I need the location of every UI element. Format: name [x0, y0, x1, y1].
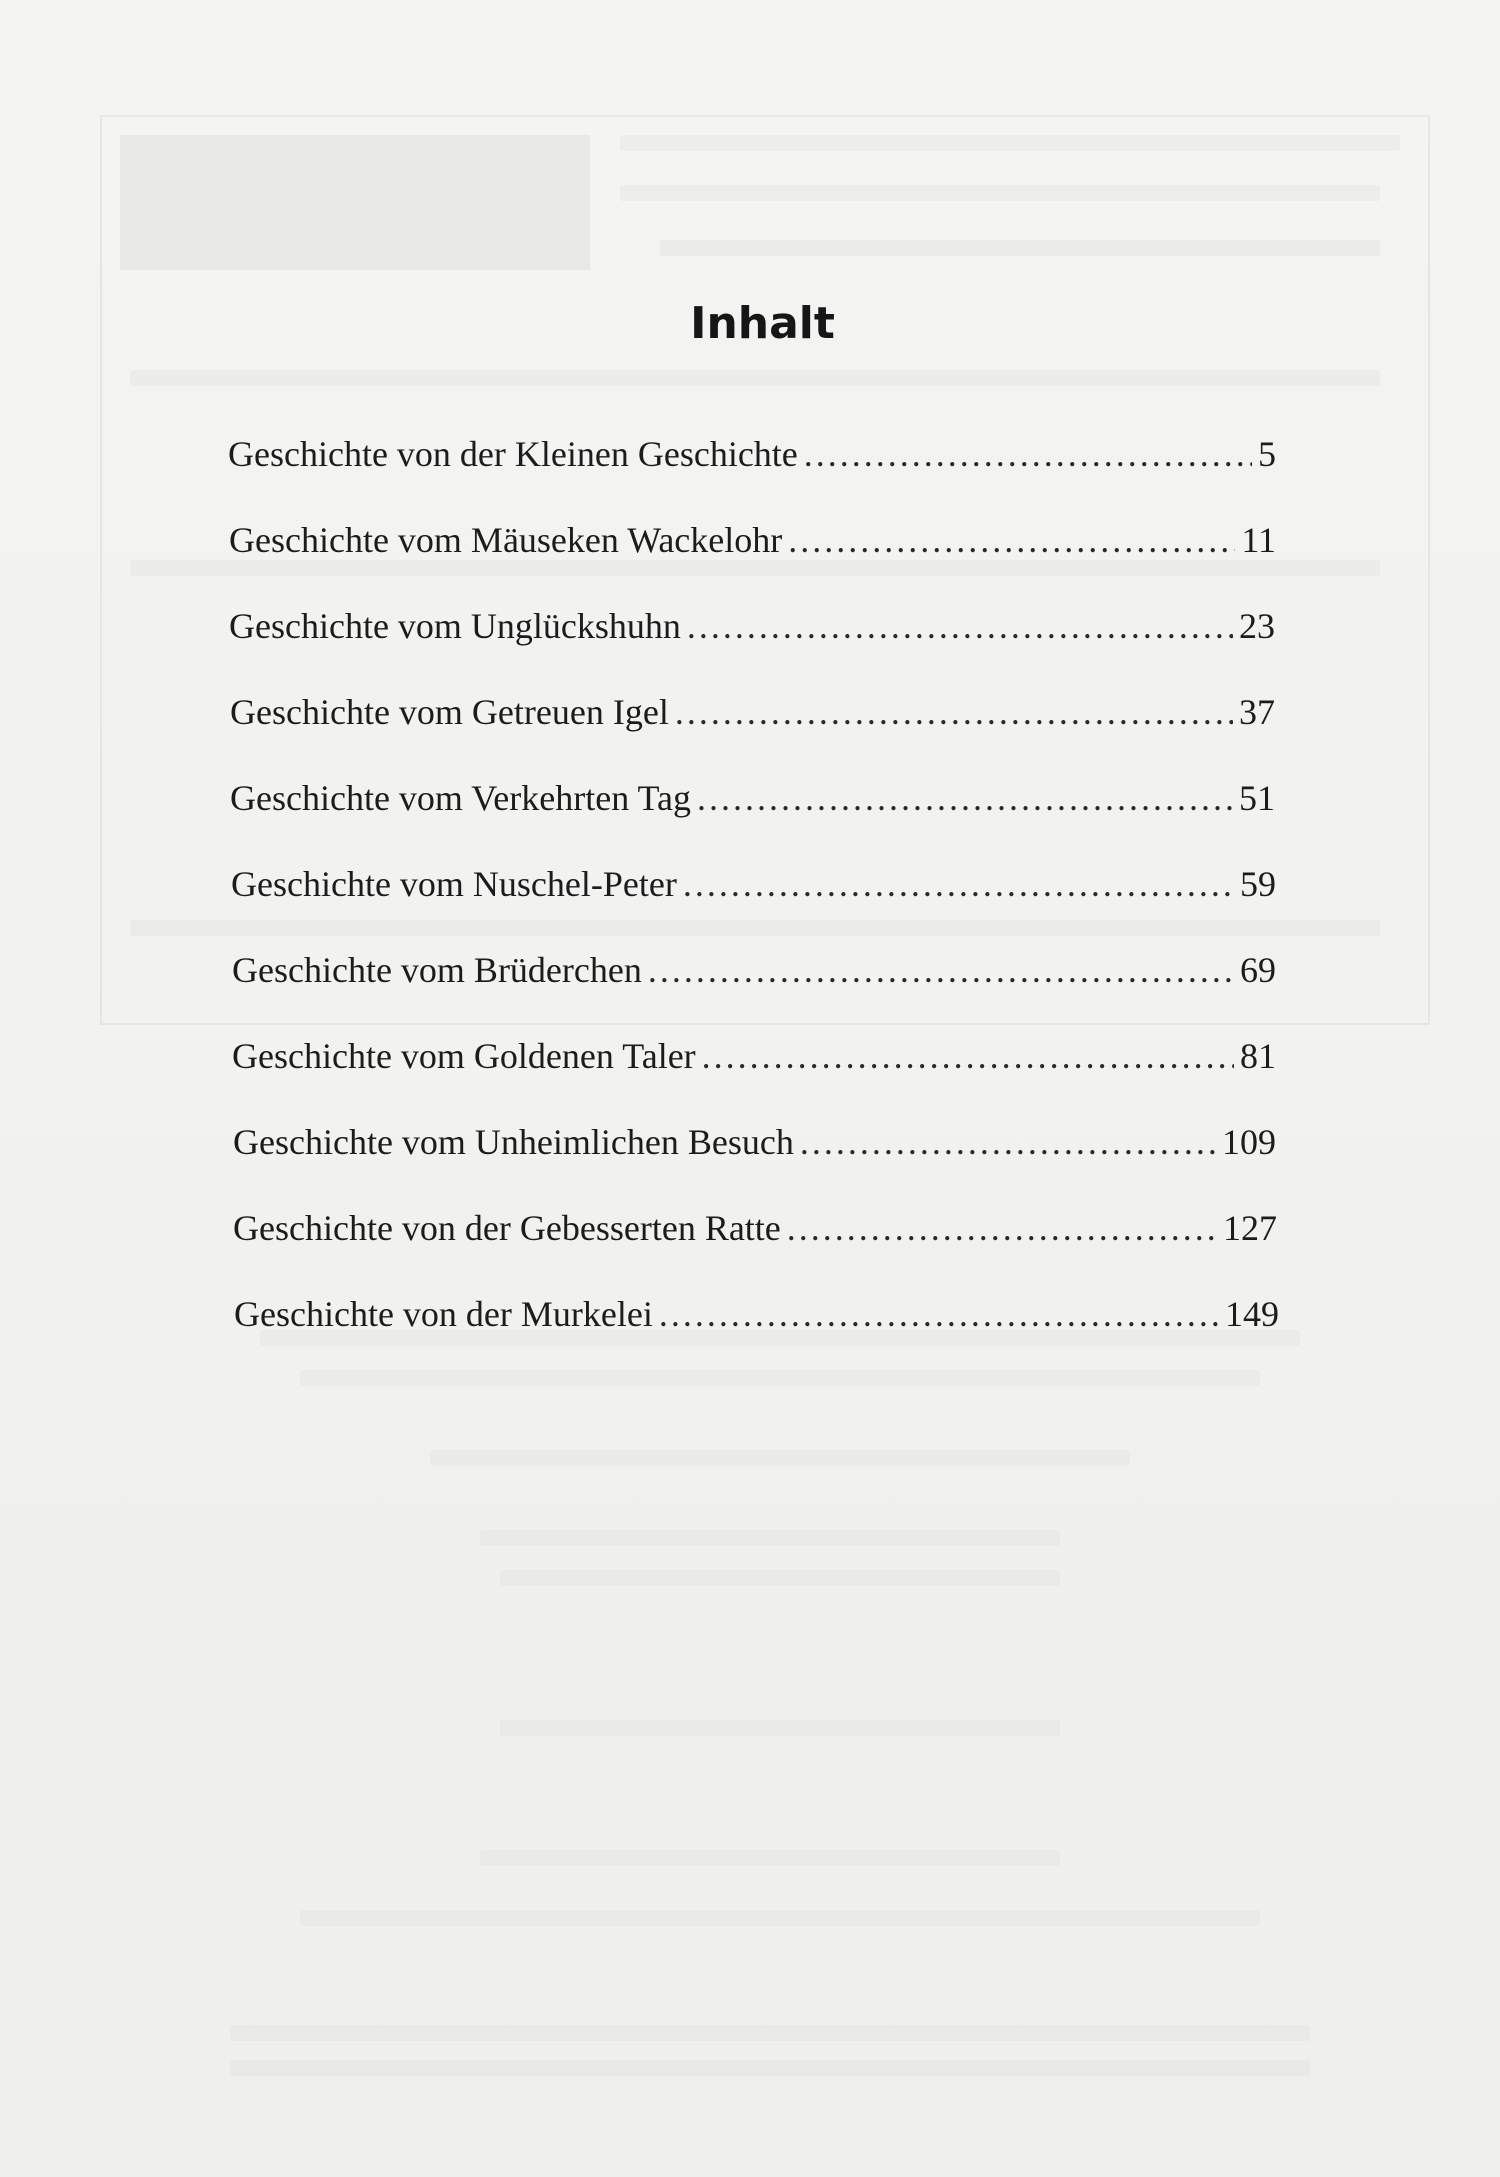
toc-entry-title: Geschichte von der Murkelei: [234, 1294, 653, 1334]
toc-dot-leader: [683, 860, 1234, 908]
toc-entry-page-number: 37: [1239, 692, 1275, 732]
toc-entry: [232, 1032, 1276, 1080]
toc-entry-page-number: 149: [1225, 1294, 1279, 1334]
toc-entry: [228, 430, 1276, 478]
toc-dot-leader: [702, 1032, 1234, 1080]
toc-entry: [230, 688, 1275, 736]
toc-entry-title: Geschichte vom Nuschel-Peter: [231, 864, 677, 904]
toc-dot-leader: [787, 1204, 1217, 1252]
toc-entry-page-number: 11: [1241, 520, 1276, 560]
toc-dot-leader: [804, 430, 1252, 478]
toc-entry-title: Geschichte vom Mäuseken Wackelohr: [229, 520, 783, 560]
toc-entry-page-number: 51: [1239, 778, 1275, 818]
toc-dot-leader: [687, 602, 1233, 650]
toc-entry-title: Geschichte vom Brüderchen: [232, 950, 642, 990]
toc-entry: [233, 1204, 1277, 1252]
toc-entry: [230, 774, 1275, 822]
toc-entry: [234, 1290, 1279, 1338]
toc-entry: [229, 602, 1275, 650]
toc-entry: [229, 516, 1276, 564]
toc-dot-leader: [800, 1118, 1216, 1166]
toc-entry: [233, 1118, 1276, 1166]
toc-dot-leader: [659, 1290, 1219, 1338]
toc-entry-page-number: 69: [1240, 950, 1276, 990]
toc-entry-page-number: 127: [1223, 1208, 1277, 1248]
toc-dot-leader: [788, 516, 1235, 564]
toc-entry-title: Geschichte vom Getreuen Igel: [230, 692, 669, 732]
page-title: Inhalt: [690, 298, 835, 349]
toc-dot-leader: [675, 688, 1233, 736]
toc-entry-title: Geschichte vom Verkehrten Tag: [230, 778, 692, 818]
toc-entry-page-number: 109: [1222, 1122, 1276, 1162]
toc-entry-title: Geschichte von der Gebesserten Ratte: [233, 1208, 781, 1248]
toc-entry: [231, 860, 1276, 908]
toc-entry: [232, 946, 1276, 994]
toc-entry-page-number: 5: [1258, 434, 1276, 474]
toc-entry-title: Geschichte vom Goldenen Taler: [232, 1036, 696, 1076]
toc-entry-title: Geschichte vom Unglückshuhn: [229, 606, 681, 646]
toc-dot-leader: [648, 946, 1234, 994]
toc-dot-leader: [697, 774, 1233, 822]
toc-entry-page-number: 23: [1239, 606, 1275, 646]
toc-entry-title: Geschichte vom Unheimlichen Besuch: [233, 1122, 794, 1162]
toc-entry-page-number: 81: [1240, 1036, 1276, 1076]
toc-entry-page-number: 59: [1240, 864, 1276, 904]
toc-entry-title: Geschichte von der Kleinen Geschichte: [228, 434, 798, 474]
